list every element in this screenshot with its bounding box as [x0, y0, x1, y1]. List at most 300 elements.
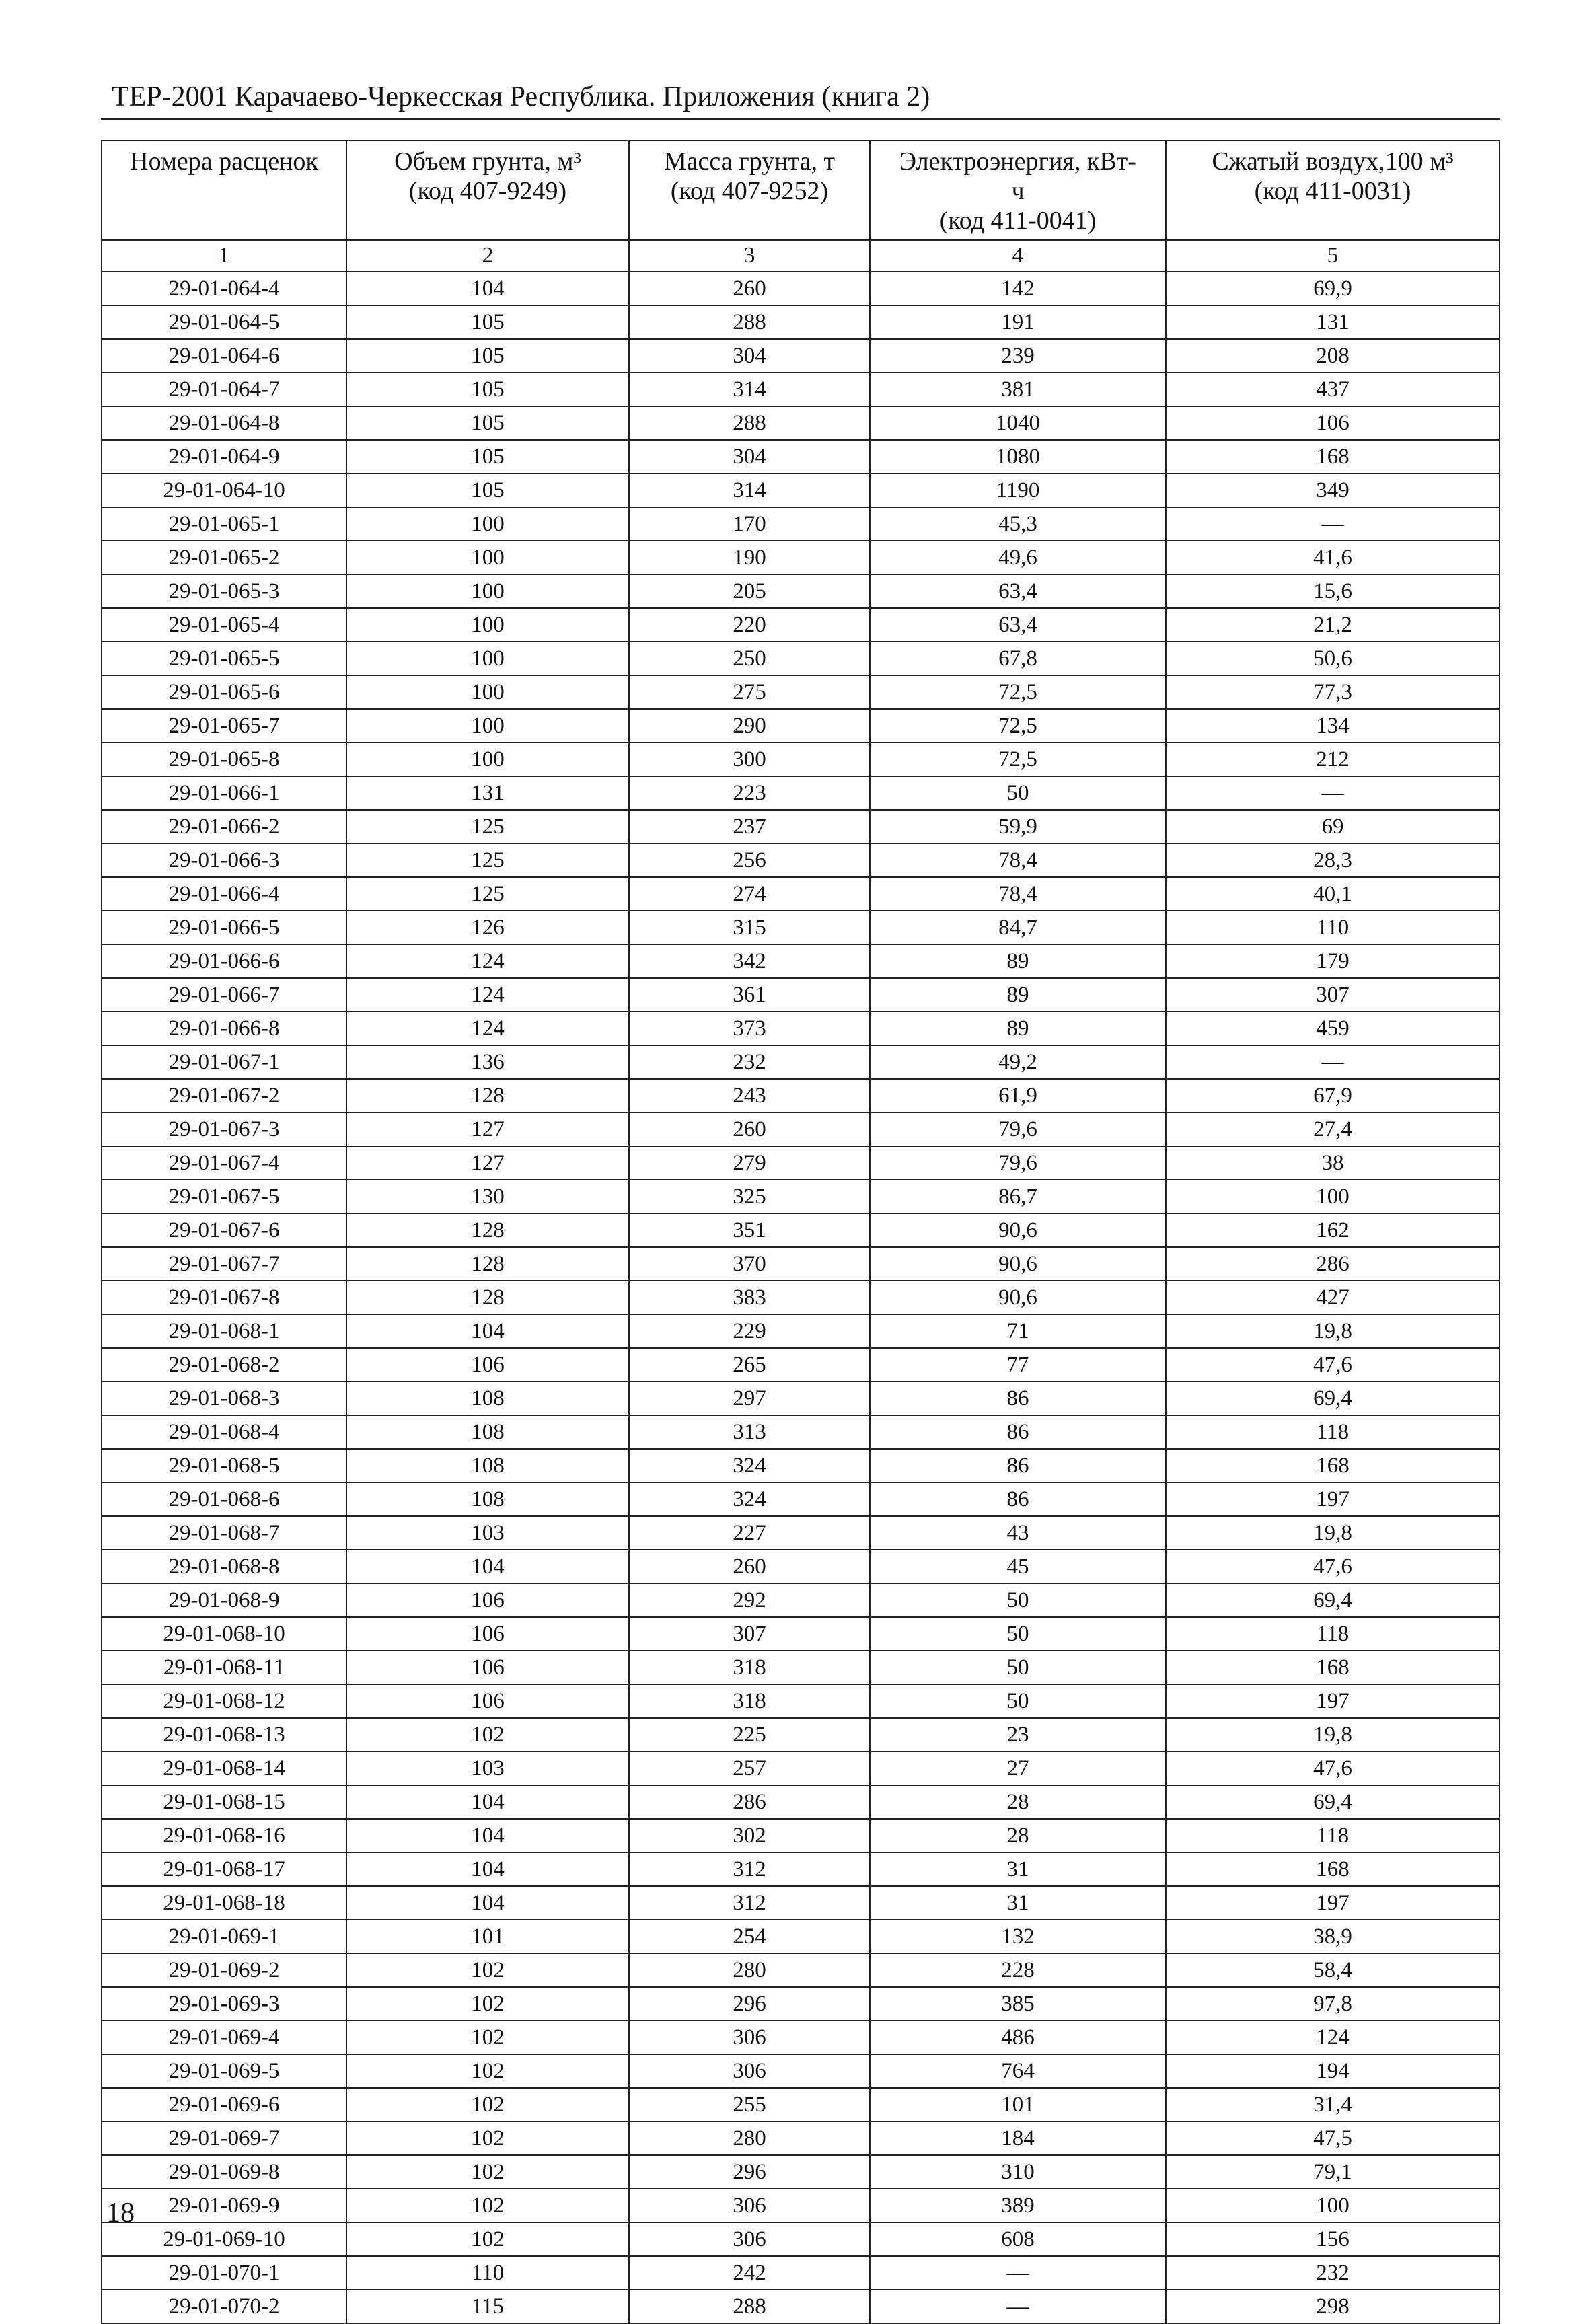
soil-mass-cell: 288 — [629, 305, 870, 339]
soil-volume-cell: 125 — [346, 810, 629, 844]
electricity-cell: 61,9 — [870, 1079, 1166, 1113]
rate-number-cell: 29-01-068-18 — [102, 1886, 346, 1920]
compressed-air-cell: 131 — [1166, 305, 1500, 339]
soil-mass-cell: 254 — [629, 1920, 870, 1953]
electricity-cell: 78,4 — [870, 844, 1166, 877]
rate-number-cell: 29-01-068-2 — [102, 1348, 346, 1382]
table-row — [102, 474, 1500, 507]
soil-mass-cell: 288 — [629, 406, 870, 440]
compressed-air-cell: 77,3 — [1166, 675, 1500, 709]
electricity-cell: 239 — [870, 339, 1166, 373]
soil-mass-cell: 288 — [629, 2290, 870, 2323]
column-header-line: Масса грунта, т — [663, 147, 836, 176]
table-row — [102, 1213, 1500, 1247]
compressed-air-cell: 156 — [1166, 2222, 1500, 2256]
rates-table — [101, 140, 1500, 2324]
table-row — [102, 844, 1500, 877]
rate-number-cell: 29-01-066-4 — [102, 877, 346, 911]
rate-number-cell: 29-01-065-4 — [102, 608, 346, 642]
electricity-cell: 50 — [870, 1617, 1166, 1651]
rate-number-cell: 29-01-066-2 — [102, 810, 346, 844]
electricity-cell: 50 — [870, 776, 1166, 810]
soil-mass-cell: 307 — [629, 1617, 870, 1651]
soil-volume-cell: 105 — [346, 305, 629, 339]
rate-number-cell: 29-01-070-2 — [102, 2290, 346, 2323]
column-header-code: (код 407-9249) — [408, 177, 567, 205]
rate-number-cell: 29-01-067-2 — [102, 1079, 346, 1113]
table-row — [102, 1953, 1500, 1987]
electricity-cell: 63,4 — [870, 574, 1166, 608]
soil-volume-cell: 100 — [346, 608, 629, 642]
table-row — [102, 810, 1500, 844]
soil-mass-cell: 225 — [629, 1718, 870, 1752]
electricity-cell: 45,3 — [870, 507, 1166, 541]
soil-volume-cell: 100 — [346, 574, 629, 608]
compressed-air-cell: 47,6 — [1166, 1752, 1500, 1785]
rate-number-cell: 29-01-064-6 — [102, 339, 346, 373]
table-row — [102, 1045, 1500, 1079]
compressed-air-cell: 118 — [1166, 1617, 1500, 1651]
compressed-air-cell: 69,4 — [1166, 1382, 1500, 1415]
table-row — [102, 1483, 1500, 1516]
compressed-air-cell: 118 — [1166, 1819, 1500, 1852]
soil-volume-cell: 103 — [346, 1516, 629, 1550]
table-row — [102, 1920, 1500, 1953]
soil-mass-cell: 229 — [629, 1314, 870, 1348]
compressed-air-cell: 38,9 — [1166, 1920, 1500, 1953]
column-number: 2 — [346, 240, 629, 272]
table-row — [102, 911, 1500, 944]
table-row — [102, 406, 1500, 440]
compressed-air-cell: 69,4 — [1166, 1785, 1500, 1819]
soil-volume-cell: 126 — [346, 911, 629, 944]
column-header-line: Номера расценок — [130, 147, 318, 176]
soil-mass-cell: 361 — [629, 978, 870, 1012]
compressed-air-cell: 31,4 — [1166, 2088, 1500, 2122]
rate-number-cell: 29-01-068-14 — [102, 1752, 346, 1785]
soil-mass-cell: 290 — [629, 709, 870, 743]
electricity-cell: 63,4 — [870, 608, 1166, 642]
table-row — [102, 1113, 1500, 1146]
rate-number-cell: 29-01-064-5 — [102, 305, 346, 339]
soil-volume-cell: 100 — [346, 709, 629, 743]
electricity-cell: 142 — [870, 272, 1166, 305]
soil-volume-cell: 104 — [346, 1819, 629, 1852]
soil-mass-cell: 306 — [629, 2021, 870, 2054]
electricity-cell: 77 — [870, 1348, 1166, 1382]
electricity-cell: 764 — [870, 2054, 1166, 2088]
soil-mass-cell: 296 — [629, 1987, 870, 2021]
rate-number-cell: 29-01-067-3 — [102, 1113, 346, 1146]
compressed-air-cell: 212 — [1166, 743, 1500, 776]
compressed-air-cell: 168 — [1166, 1449, 1500, 1483]
electricity-cell: 31 — [870, 1852, 1166, 1886]
soil-volume-cell: 100 — [346, 743, 629, 776]
rate-number-cell: 29-01-069-7 — [102, 2122, 346, 2155]
soil-volume-cell: 108 — [346, 1415, 629, 1449]
table-row — [102, 675, 1500, 709]
compressed-air-cell: 437 — [1166, 373, 1500, 406]
table-row — [102, 507, 1500, 541]
soil-mass-cell: 314 — [629, 373, 870, 406]
compressed-air-cell: 162 — [1166, 1213, 1500, 1247]
table-row — [102, 2021, 1500, 2054]
soil-mass-cell: 297 — [629, 1382, 870, 1415]
soil-mass-cell: 306 — [629, 2189, 870, 2222]
soil-mass-cell: 324 — [629, 1449, 870, 1483]
column-header-compressed-air — [1166, 141, 1500, 240]
rate-number-cell: 29-01-066-8 — [102, 1012, 346, 1045]
compressed-air-cell: 232 — [1166, 2256, 1500, 2290]
soil-volume-cell: 106 — [346, 1651, 629, 1684]
compressed-air-cell: 349 — [1166, 474, 1500, 507]
compressed-air-cell: 307 — [1166, 978, 1500, 1012]
table-body — [102, 272, 1500, 2323]
table-row — [102, 2054, 1500, 2088]
column-header-line: Объем грунта, м³ — [394, 147, 581, 176]
soil-volume-cell: 124 — [346, 1012, 629, 1045]
electricity-cell: 28 — [870, 1785, 1166, 1819]
compressed-air-cell: 41,6 — [1166, 541, 1500, 574]
compressed-air-cell: 197 — [1166, 1886, 1500, 1920]
soil-mass-cell: 280 — [629, 2122, 870, 2155]
table-row — [102, 1516, 1500, 1550]
electricity-cell: 72,5 — [870, 675, 1166, 709]
soil-volume-cell: 127 — [346, 1113, 629, 1146]
soil-volume-cell: 115 — [346, 2290, 629, 2323]
soil-volume-cell: 102 — [346, 2189, 629, 2222]
table-row — [102, 1281, 1500, 1314]
column-header-code: (код 407-9252) — [670, 177, 829, 205]
table-row — [102, 2088, 1500, 2122]
rate-number-cell: 29-01-069-8 — [102, 2155, 346, 2189]
table-row — [102, 1886, 1500, 1920]
electricity-cell: — — [870, 2256, 1166, 2290]
compressed-air-cell: 286 — [1166, 1247, 1500, 1281]
column-header-code: (код 411-0041) — [939, 207, 1097, 235]
electricity-cell: 86,7 — [870, 1180, 1166, 1213]
soil-volume-cell: 124 — [346, 978, 629, 1012]
column-header-soil-mass — [629, 141, 870, 240]
soil-volume-cell: 106 — [346, 1583, 629, 1617]
soil-volume-cell: 101 — [346, 1920, 629, 1953]
electricity-cell: 385 — [870, 1987, 1166, 2021]
rate-number-cell: 29-01-068-6 — [102, 1483, 346, 1516]
electricity-cell: 1190 — [870, 474, 1166, 507]
table-row — [102, 944, 1500, 978]
soil-volume-cell: 102 — [346, 2054, 629, 2088]
rate-number-cell: 29-01-069-1 — [102, 1920, 346, 1953]
rate-number-cell: 29-01-067-1 — [102, 1045, 346, 1079]
soil-mass-cell: 255 — [629, 2088, 870, 2122]
rate-number-cell: 29-01-066-1 — [102, 776, 346, 810]
rate-number-cell: 29-01-068-15 — [102, 1785, 346, 1819]
compressed-air-cell: 208 — [1166, 339, 1500, 373]
electricity-cell: 184 — [870, 2122, 1166, 2155]
soil-mass-cell: 232 — [629, 1045, 870, 1079]
electricity-cell: 132 — [870, 1920, 1166, 1953]
rate-number-cell: 29-01-068-5 — [102, 1449, 346, 1483]
table-row — [102, 1314, 1500, 1348]
table-row — [102, 776, 1500, 810]
soil-volume-cell: 136 — [346, 1045, 629, 1079]
rate-number-cell: 29-01-068-9 — [102, 1583, 346, 1617]
compressed-air-cell: 168 — [1166, 1651, 1500, 1684]
column-header-line: Электроэнергия, кВт- — [899, 147, 1136, 176]
table-row — [102, 339, 1500, 373]
table-row — [102, 1146, 1500, 1180]
soil-volume-cell: 128 — [346, 1281, 629, 1314]
electricity-cell: 86 — [870, 1382, 1166, 1415]
table-row — [102, 978, 1500, 1012]
electricity-cell: 23 — [870, 1718, 1166, 1752]
rate-number-cell: 29-01-068-1 — [102, 1314, 346, 1348]
rate-number-cell: 29-01-068-3 — [102, 1382, 346, 1415]
electricity-cell: 389 — [870, 2189, 1166, 2222]
soil-volume-cell: 125 — [346, 877, 629, 911]
table-row — [102, 1550, 1500, 1583]
soil-mass-cell: 274 — [629, 877, 870, 911]
electricity-cell: 49,2 — [870, 1045, 1166, 1079]
column-header-electricity — [870, 141, 1166, 240]
rate-number-cell: 29-01-068-12 — [102, 1684, 346, 1718]
soil-mass-cell: 223 — [629, 776, 870, 810]
soil-volume-cell: 104 — [346, 1852, 629, 1886]
compressed-air-cell: 298 — [1166, 2290, 1500, 2323]
soil-volume-cell: 105 — [346, 373, 629, 406]
soil-volume-cell: 104 — [346, 1314, 629, 1348]
rate-number-cell: 29-01-066-3 — [102, 844, 346, 877]
soil-volume-cell: 105 — [346, 474, 629, 507]
table-row — [102, 642, 1500, 675]
soil-volume-cell: 102 — [346, 1718, 629, 1752]
compressed-air-cell: 69,4 — [1166, 1583, 1500, 1617]
rate-number-cell: 29-01-066-6 — [102, 944, 346, 978]
electricity-cell: 78,4 — [870, 877, 1166, 911]
electricity-cell: 310 — [870, 2155, 1166, 2189]
soil-volume-cell: 108 — [346, 1449, 629, 1483]
soil-mass-cell: 351 — [629, 1213, 870, 1247]
electricity-cell: 486 — [870, 2021, 1166, 2054]
electricity-cell: 101 — [870, 2088, 1166, 2122]
electricity-cell: 90,6 — [870, 1247, 1166, 1281]
table-row — [102, 608, 1500, 642]
rate-number-cell: 29-01-067-4 — [102, 1146, 346, 1180]
electricity-cell: 45 — [870, 1550, 1166, 1583]
soil-mass-cell: 170 — [629, 507, 870, 541]
compressed-air-cell: 100 — [1166, 1180, 1500, 1213]
electricity-cell: 50 — [870, 1651, 1166, 1684]
soil-mass-cell: 306 — [629, 2054, 870, 2088]
soil-mass-cell: 265 — [629, 1348, 870, 1382]
soil-volume-cell: 102 — [346, 2122, 629, 2155]
compressed-air-cell: 427 — [1166, 1281, 1500, 1314]
compressed-air-cell: 28,3 — [1166, 844, 1500, 877]
rate-number-cell: 29-01-068-7 — [102, 1516, 346, 1550]
rate-number-cell: 29-01-069-4 — [102, 2021, 346, 2054]
page-header-title: ТЕР-2001 Карачаево-Черкесская Республика. Приложения (книга 2) — [112, 81, 930, 112]
rate-number-cell: 29-01-069-6 — [102, 2088, 346, 2122]
soil-volume-cell: 127 — [346, 1146, 629, 1180]
column-number: 3 — [629, 240, 870, 272]
soil-volume-cell: 102 — [346, 2222, 629, 2256]
electricity-cell: 86 — [870, 1483, 1166, 1516]
rate-number-cell: 29-01-066-7 — [102, 978, 346, 1012]
electricity-cell: 50 — [870, 1684, 1166, 1718]
column-number: 5 — [1166, 240, 1500, 272]
electricity-cell: 86 — [870, 1449, 1166, 1483]
rate-number-cell: 29-01-066-5 — [102, 911, 346, 944]
table-row — [102, 272, 1500, 305]
compressed-air-cell: 19,8 — [1166, 1718, 1500, 1752]
soil-mass-cell: 279 — [629, 1146, 870, 1180]
rate-number-cell: 29-01-065-3 — [102, 574, 346, 608]
table-row — [102, 1382, 1500, 1415]
electricity-cell: 67,8 — [870, 642, 1166, 675]
electricity-cell: 72,5 — [870, 743, 1166, 776]
soil-mass-cell: 300 — [629, 743, 870, 776]
soil-volume-cell: 104 — [346, 1550, 629, 1583]
compressed-air-cell: 50,6 — [1166, 642, 1500, 675]
soil-volume-cell: 104 — [346, 1785, 629, 1819]
soil-volume-cell: 106 — [346, 1617, 629, 1651]
compressed-air-cell: 27,4 — [1166, 1113, 1500, 1146]
electricity-cell: 1040 — [870, 406, 1166, 440]
soil-mass-cell: 304 — [629, 440, 870, 474]
compressed-air-cell: 58,4 — [1166, 1953, 1500, 1987]
table-row — [102, 1415, 1500, 1449]
soil-mass-cell: 237 — [629, 810, 870, 844]
table-row — [102, 2189, 1500, 2222]
soil-volume-cell: 130 — [346, 1180, 629, 1213]
rate-number-cell: 29-01-069-10 — [102, 2222, 346, 2256]
electricity-cell: 90,6 — [870, 1281, 1166, 1314]
rate-number-cell: 29-01-068-11 — [102, 1651, 346, 1684]
soil-volume-cell: 128 — [346, 1079, 629, 1113]
column-header-code: (код 411-0031) — [1254, 177, 1411, 205]
electricity-cell: 228 — [870, 1953, 1166, 1987]
soil-volume-cell: 125 — [346, 844, 629, 877]
rate-number-cell: 29-01-065-5 — [102, 642, 346, 675]
compressed-air-cell: 106 — [1166, 406, 1500, 440]
rate-number-cell: 29-01-069-5 — [102, 2054, 346, 2088]
electricity-cell: 50 — [870, 1583, 1166, 1617]
soil-volume-cell: 128 — [346, 1213, 629, 1247]
table-row — [102, 1079, 1500, 1113]
soil-mass-cell: 318 — [629, 1684, 870, 1718]
soil-mass-cell: 280 — [629, 1953, 870, 1987]
rate-number-cell: 29-01-068-4 — [102, 1415, 346, 1449]
soil-mass-cell: 312 — [629, 1886, 870, 1920]
rate-number-cell: 29-01-064-8 — [102, 406, 346, 440]
table-row — [102, 541, 1500, 574]
rate-number-cell: 29-01-070-1 — [102, 2256, 346, 2290]
rate-number-cell: 29-01-064-10 — [102, 474, 346, 507]
table-row — [102, 877, 1500, 911]
electricity-cell: 59,9 — [870, 810, 1166, 844]
compressed-air-cell: 197 — [1166, 1483, 1500, 1516]
rate-number-cell: 29-01-067-6 — [102, 1213, 346, 1247]
electricity-cell: 27 — [870, 1752, 1166, 1785]
soil-mass-cell: 383 — [629, 1281, 870, 1314]
rate-number-cell: 29-01-068-8 — [102, 1550, 346, 1583]
table-row — [102, 1617, 1500, 1651]
soil-mass-cell: 370 — [629, 1247, 870, 1281]
soil-volume-cell: 102 — [346, 1953, 629, 1987]
table-row — [102, 1684, 1500, 1718]
header-divider — [101, 118, 1500, 120]
soil-mass-cell: 342 — [629, 944, 870, 978]
table-row — [102, 2290, 1500, 2323]
soil-mass-cell: 306 — [629, 2222, 870, 2256]
soil-mass-cell: 325 — [629, 1180, 870, 1213]
rate-number-cell: 29-01-065-8 — [102, 743, 346, 776]
rate-number-cell: 29-01-069-9 — [102, 2189, 346, 2222]
column-number-row — [102, 240, 1500, 272]
compressed-air-cell: 100 — [1166, 2189, 1500, 2222]
table-row — [102, 1180, 1500, 1213]
electricity-cell: 31 — [870, 1886, 1166, 1920]
soil-mass-cell: 190 — [629, 541, 870, 574]
column-header-line: Сжатый воздух,100 м³ — [1212, 147, 1454, 176]
soil-mass-cell: 292 — [629, 1583, 870, 1617]
compressed-air-cell: 47,6 — [1166, 1348, 1500, 1382]
table-row — [102, 743, 1500, 776]
electricity-cell: 89 — [870, 978, 1166, 1012]
table-head — [102, 141, 1500, 272]
soil-mass-cell: 318 — [629, 1651, 870, 1684]
electricity-cell: 90,6 — [870, 1213, 1166, 1247]
soil-mass-cell: 304 — [629, 339, 870, 373]
electricity-cell: 79,6 — [870, 1146, 1166, 1180]
soil-volume-cell: 102 — [346, 2155, 629, 2189]
compressed-air-cell: 21,2 — [1166, 608, 1500, 642]
compressed-air-cell: 459 — [1166, 1012, 1500, 1045]
compressed-air-cell: 15,6 — [1166, 574, 1500, 608]
soil-mass-cell: 275 — [629, 675, 870, 709]
rate-number-cell: 29-01-068-16 — [102, 1819, 346, 1852]
soil-mass-cell: 220 — [629, 608, 870, 642]
soil-volume-cell: 128 — [346, 1247, 629, 1281]
electricity-cell: 1080 — [870, 440, 1166, 474]
soil-volume-cell: 106 — [346, 1348, 629, 1382]
electricity-cell: 89 — [870, 944, 1166, 978]
rate-number-cell: 29-01-065-7 — [102, 709, 346, 743]
soil-volume-cell: 105 — [346, 440, 629, 474]
rate-number-cell: 29-01-067-7 — [102, 1247, 346, 1281]
soil-mass-cell: 315 — [629, 911, 870, 944]
compressed-air-cell: 67,9 — [1166, 1079, 1500, 1113]
soil-mass-cell: 260 — [629, 272, 870, 305]
compressed-air-cell: 38 — [1166, 1146, 1500, 1180]
rate-number-cell: 29-01-064-7 — [102, 373, 346, 406]
page-number: 18 — [106, 2198, 135, 2228]
electricity-cell: 89 — [870, 1012, 1166, 1045]
column-header-rate-numbers — [102, 141, 346, 240]
compressed-air-cell: — — [1166, 507, 1500, 541]
soil-mass-cell: 243 — [629, 1079, 870, 1113]
table-row — [102, 1852, 1500, 1886]
rate-number-cell: 29-01-064-4 — [102, 272, 346, 305]
soil-mass-cell: 227 — [629, 1516, 870, 1550]
table-row — [102, 1348, 1500, 1382]
column-header-soil-volume — [346, 141, 629, 240]
rate-number-cell: 29-01-065-2 — [102, 541, 346, 574]
compressed-air-cell: 179 — [1166, 944, 1500, 978]
column-number: 1 — [102, 240, 346, 272]
electricity-cell: — — [870, 2290, 1166, 2323]
compressed-air-cell: 47,6 — [1166, 1550, 1500, 1583]
